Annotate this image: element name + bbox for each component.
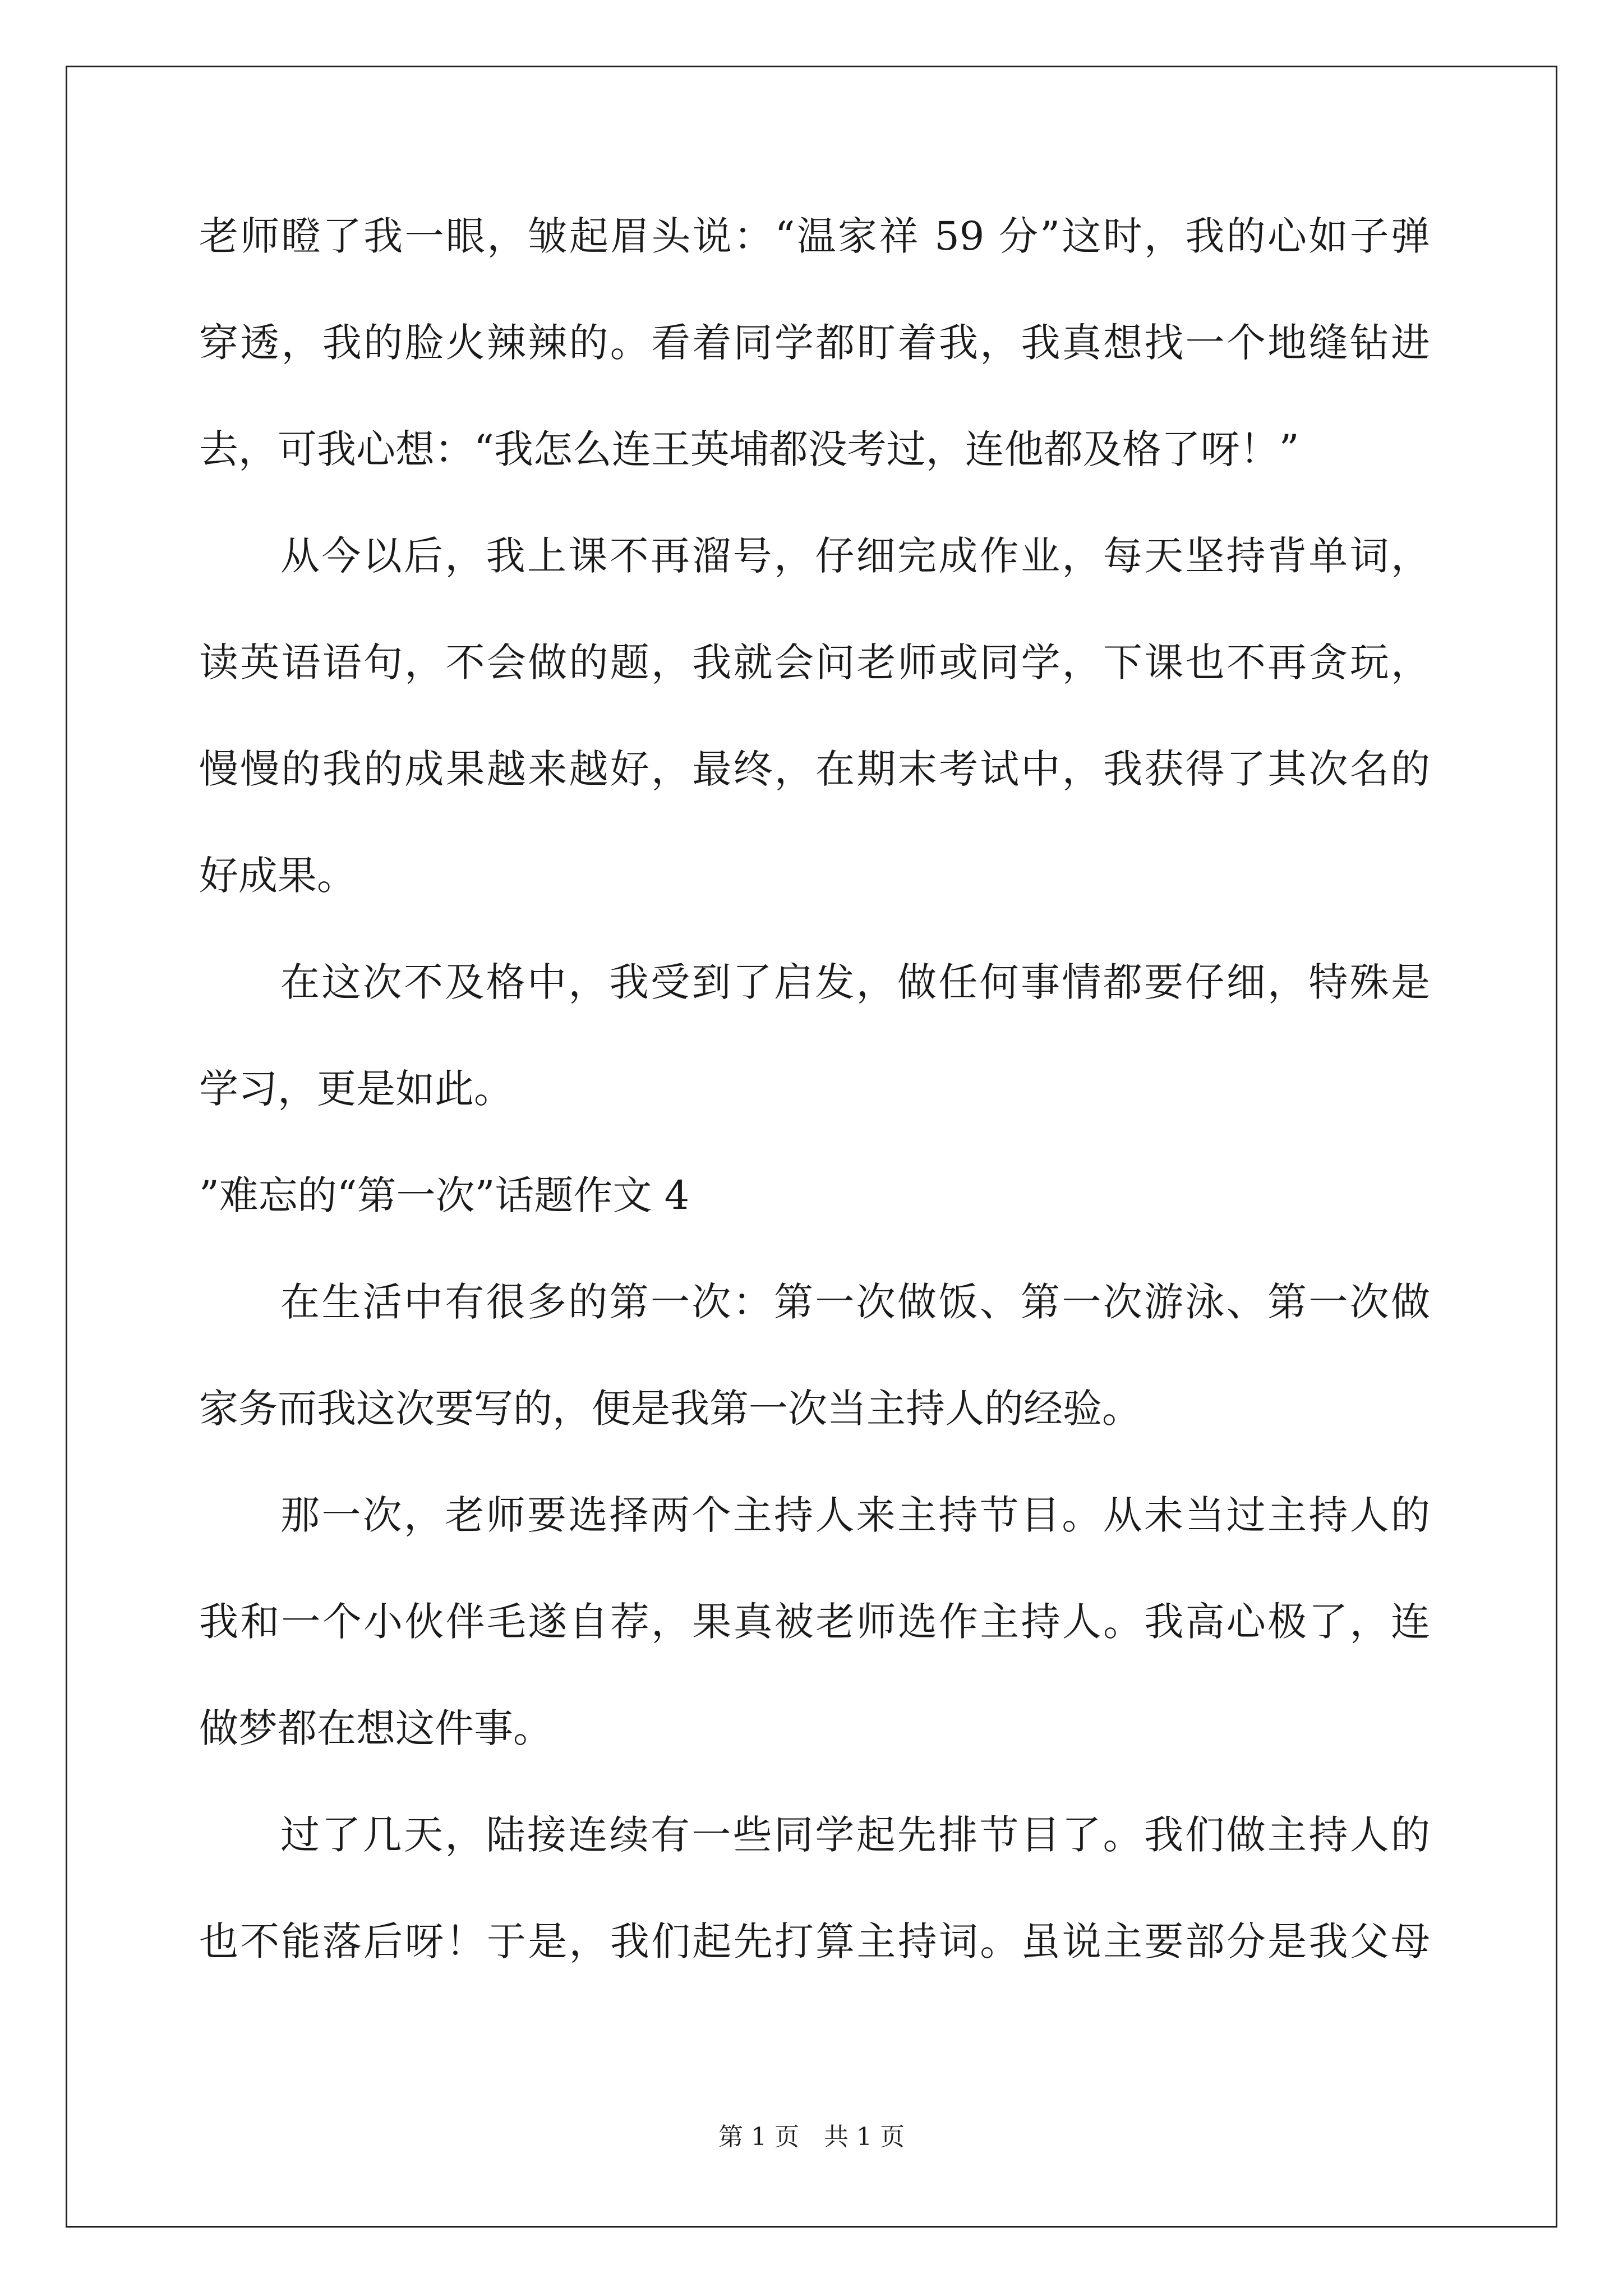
page-total: 共 1 页 [824, 2123, 905, 2151]
text-line: 在生活中有很多的第一次：第一次做饭、第一次游泳、第一次做 [280, 1279, 1430, 1325]
page-footer [0, 2125, 1623, 2150]
text-line: 好成果。 [199, 853, 356, 899]
text-line: 做梦都在想这件事。 [199, 1705, 552, 1751]
text-line: 学习，更是如此。 [199, 1066, 513, 1112]
page-number: 第 1 页 [718, 2123, 799, 2151]
text-line: 在这次不及格中，我受到了启发，做任何事情都要仔细，特殊是 [280, 959, 1430, 1005]
text-line: 也不能落后呀！于是，我们起先打算主持词。虽说主要部分是我父母 [199, 1918, 1430, 1964]
text-line: 过了几天，陆接连续有一些同学起先排节目了。我们做主持人的 [280, 1812, 1430, 1858]
text-line: 从今以后，我上课不再溜号，仔细完成作业，每天坚持背单词， [280, 533, 1430, 579]
text-line: 读英语语句，不会做的题，我就会问老师或同学，下课也不再贪玩， [199, 639, 1430, 685]
text-line: 去，可我心想：“我怎么连王英埔都没考过，连他都及格了呀！” [199, 426, 1299, 472]
text-line: 家务而我这次要写的，便是我第一次当主持人的经验。 [199, 1386, 1141, 1432]
text-line: 那一次，老师要选择两个主持人来主持节目。从未当过主持人的 [280, 1492, 1430, 1538]
text-line: 穿透，我的脸火辣辣的。看着同学都盯着我，我真想找一个地缝钻进 [199, 320, 1430, 366]
text-line: 慢慢的我的成果越来越好，最终，在期末考试中，我获得了其次名的 [199, 746, 1430, 792]
text-line: 老师瞪了我一眼，皱起眉头说：“温家祥 59 分”这时，我的心如子弹 [199, 213, 1430, 259]
section-heading: ”难忘的“第一次”话题作文 4 [199, 1172, 690, 1218]
text-line: 我和一个小伙伴毛遂自荐，果真被老师选作主持人。我高心极了，连 [199, 1599, 1430, 1645]
document-body [199, 213, 1430, 2028]
